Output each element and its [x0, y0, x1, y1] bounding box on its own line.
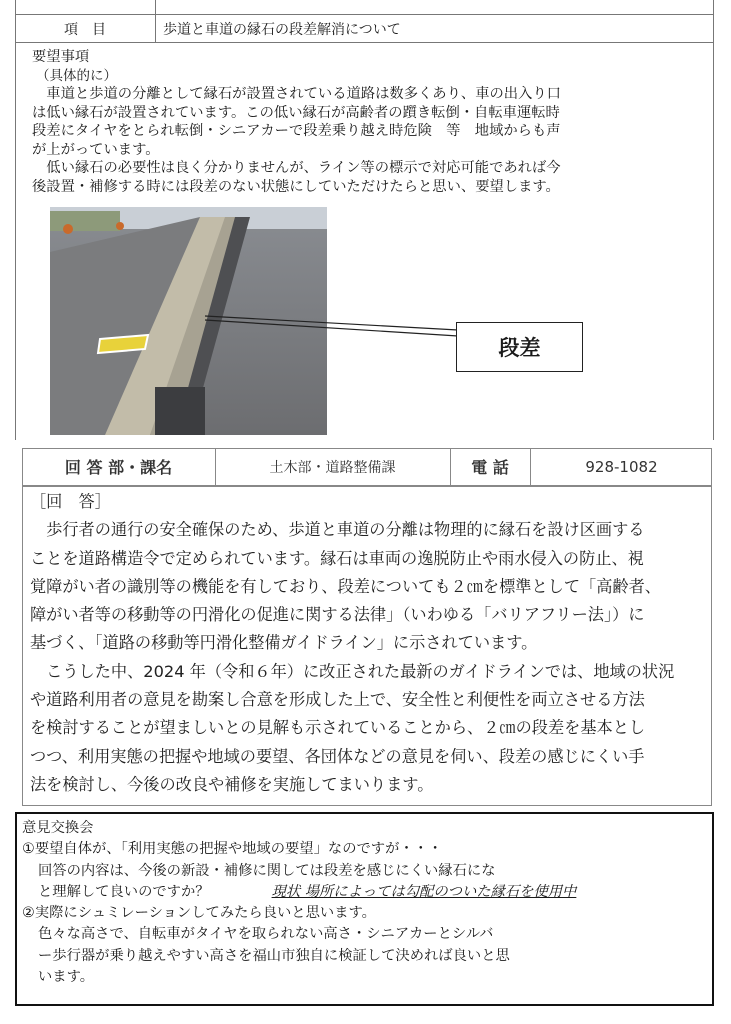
request-subheading: （具体的に）: [36, 67, 117, 84]
exchange-line: ー歩行器が乗り越えやすい高さを福山市独自に検証して決めれば良いと思: [38, 947, 510, 964]
callout-line: [200, 310, 470, 340]
row-divider: [15, 42, 713, 43]
column-divider: [155, 0, 156, 42]
exchange-section: [22, 818, 576, 988]
left-border: [15, 0, 16, 440]
request-line: が上がっています。: [32, 141, 160, 158]
exchange-note: 現状 場所によっては勾配のついた縁石を使用中: [271, 883, 577, 900]
callout-label: 段差: [456, 322, 583, 372]
dept-value: 土木部・道路整備課: [269, 459, 396, 476]
phone-value: 928-1082: [585, 457, 658, 476]
answer-line: 法を検討し、今後の改良や補修を実施してまいります。: [30, 774, 434, 794]
request-line: 車道と歩道の分離として縁石が設置されている道路は数多くあり、車の出入り口: [32, 86, 561, 102]
answer-line: 基づく、「道路の移動等円滑化整備ガイドライン」に示されています。: [30, 633, 538, 653]
answer-line: を検討することが望ましいとの見解も示されていることから、２㎝の段差を基本とし: [30, 718, 646, 738]
phone-label: 電 話: [471, 458, 509, 477]
answer-section: [30, 488, 674, 799]
answer-heading: ［回 答］: [30, 492, 111, 511]
item-title: 歩道と車道の縁石の段差解消について: [163, 21, 401, 38]
answer-line: こうした中、2024 年（令和６年）に改正された最新のガイドラインでは、地域の状況: [30, 661, 675, 681]
exchange-line: ①要望自体が、「利用実態の把握や地域の要望」なのですが・・・: [22, 841, 443, 858]
answer-line: つつ、利用実態の把握や地域の要望、各団体などの意見を伺い、段差の感じにくい手: [30, 746, 645, 766]
request-section: [32, 48, 561, 196]
request-line: は低い縁石が設置されています。この低い縁石が高齢者の躓き転倒・自転車運転時: [32, 104, 560, 121]
exchange-line: ②実際にシュミレーションしてみたら良いと思います。: [22, 905, 376, 922]
request-line: 段差にタイヤをとられ転倒・シニアカーで段差乗り越え時危険 等 地域からも声: [32, 123, 561, 139]
answer-line: ことを道路構造令で定められています。縁石は車両の逸脱防止や雨水侵入の防止、視: [30, 548, 644, 568]
right-border: [713, 0, 714, 440]
dept-label: 回 答 部・課名: [64, 458, 173, 477]
exchange-line: 回答の内容は、今後の新設・補修に関しては段差を感じにくい縁石にな: [38, 862, 496, 879]
exchange-line: 色々な高さで、自転車がタイヤを取られない高さ・シニアカーとシルバ: [38, 926, 494, 943]
exchange-line: と理解して良いのですか？: [38, 883, 210, 900]
answer-line: 覚障がい者の識別等の機能を有しており、段差についても２㎝を標準として「高齢者、: [30, 576, 661, 596]
request-line: 後設置・補修する時には段差のない状態にしていただけたらと思い、要望します。: [32, 178, 560, 195]
request-heading: 要望事項: [32, 49, 90, 65]
answer-line: や道路利用者の意見を勘案し合意を形成した上で、安全性と利便性を両立させる方法: [30, 690, 645, 710]
row-divider: [22, 485, 712, 487]
answer-line: 障がい者等の移動等の円滑化の促進に関する法律」（いわゆる「バリアフリー法」）に: [30, 605, 645, 625]
exchange-line: います。: [38, 969, 95, 986]
request-line: 低い縁石の必要性は良く分かりませんが、ライン等の標示で対応可能であれば今: [32, 160, 561, 176]
exchange-heading: 意見交換会: [22, 820, 94, 836]
answer-line: 歩行者の通行の安全確保のため、歩道と車道の分離は物理的に縁石を設け区画する: [30, 520, 645, 540]
item-label: 項 目: [64, 21, 106, 38]
